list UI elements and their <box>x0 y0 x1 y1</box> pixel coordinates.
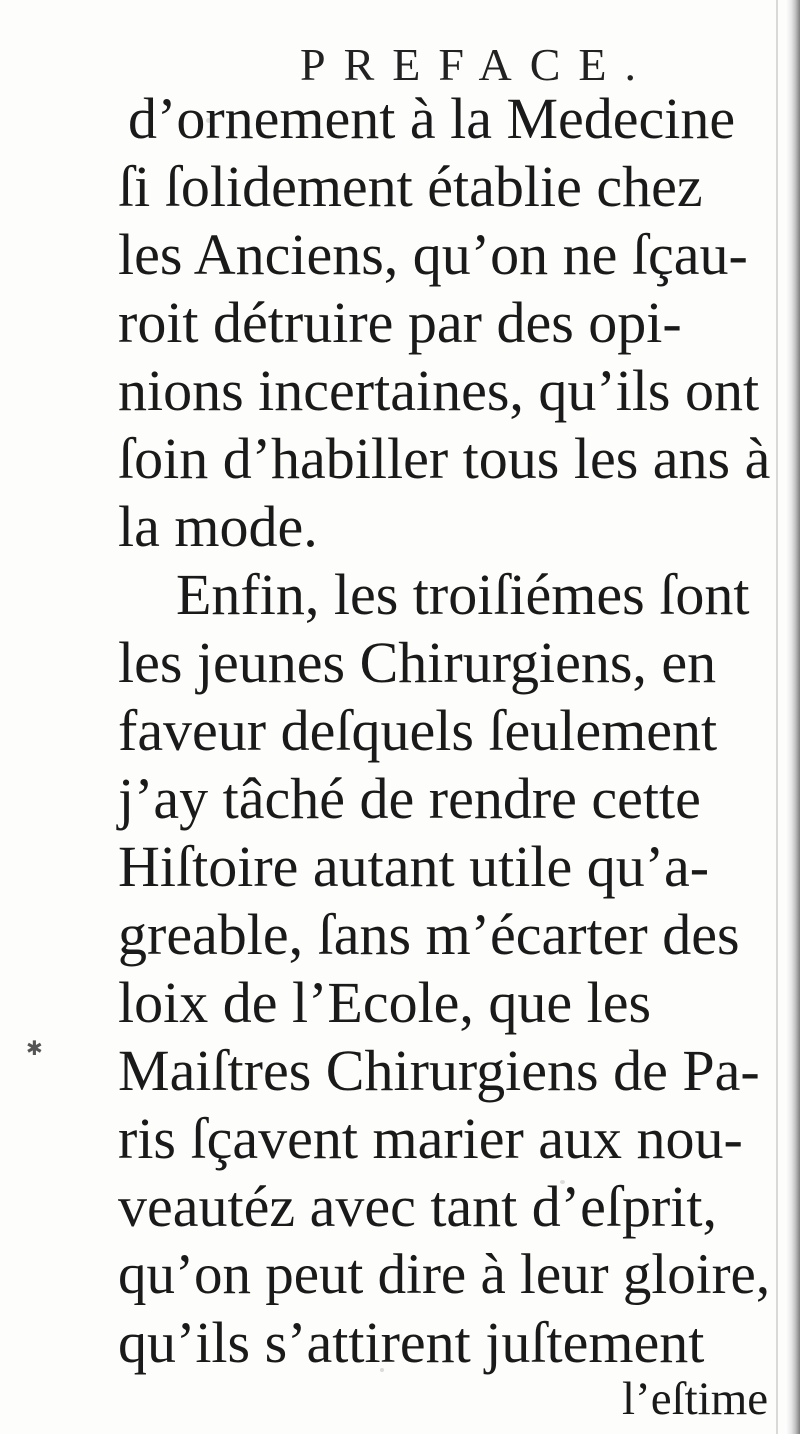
text-line: nions incertaines, qu’ils ont <box>118 358 760 423</box>
text-line: greable, ſans m’écarter des <box>118 902 740 967</box>
text-line: les jeunes Chirurgiens, en <box>118 630 717 695</box>
text-line: qu’on peut dire à leur gloire, <box>118 1243 771 1306</box>
page-gutter-line <box>776 0 778 1434</box>
text-line: veautéz avec tant d’eſprit, <box>118 1174 718 1239</box>
text-line: les Anciens, qu’on ne ſçau- <box>118 222 748 287</box>
text-line: roit détruire par des opi- <box>118 290 682 355</box>
text-line: ſi ſolidement établie chez <box>118 154 703 219</box>
text-line: Hiſtoire autant utile qu’a- <box>118 834 710 899</box>
text-line: la mode. <box>118 494 318 559</box>
text-line: d’ornement à la Medecine <box>128 86 736 151</box>
catchword: l’eſtime <box>622 1373 769 1425</box>
running-header: PREFACE. <box>300 39 655 90</box>
paragraph-start-line: Enfin, les troiſiémes ſont <box>176 562 750 627</box>
text-line: qu’ils s’attirent juſtement <box>118 1310 705 1375</box>
text-line: ris ſçavent marier aux nou- <box>118 1106 743 1171</box>
text-line: loix de l’Ecole, que les <box>118 970 652 1035</box>
ink-blot-mark: ✱ <box>26 1036 43 1060</box>
text-line: ſoin d’habiller tous les ans à <box>118 426 771 491</box>
text-line: j’ay tâché de rendre cette <box>118 766 701 831</box>
text-line: Maiſtres Chirurgiens de Pa- <box>118 1038 760 1103</box>
page-edge-shadow <box>786 0 800 1434</box>
text-line: faveur deſquels ſeulement <box>118 698 718 763</box>
